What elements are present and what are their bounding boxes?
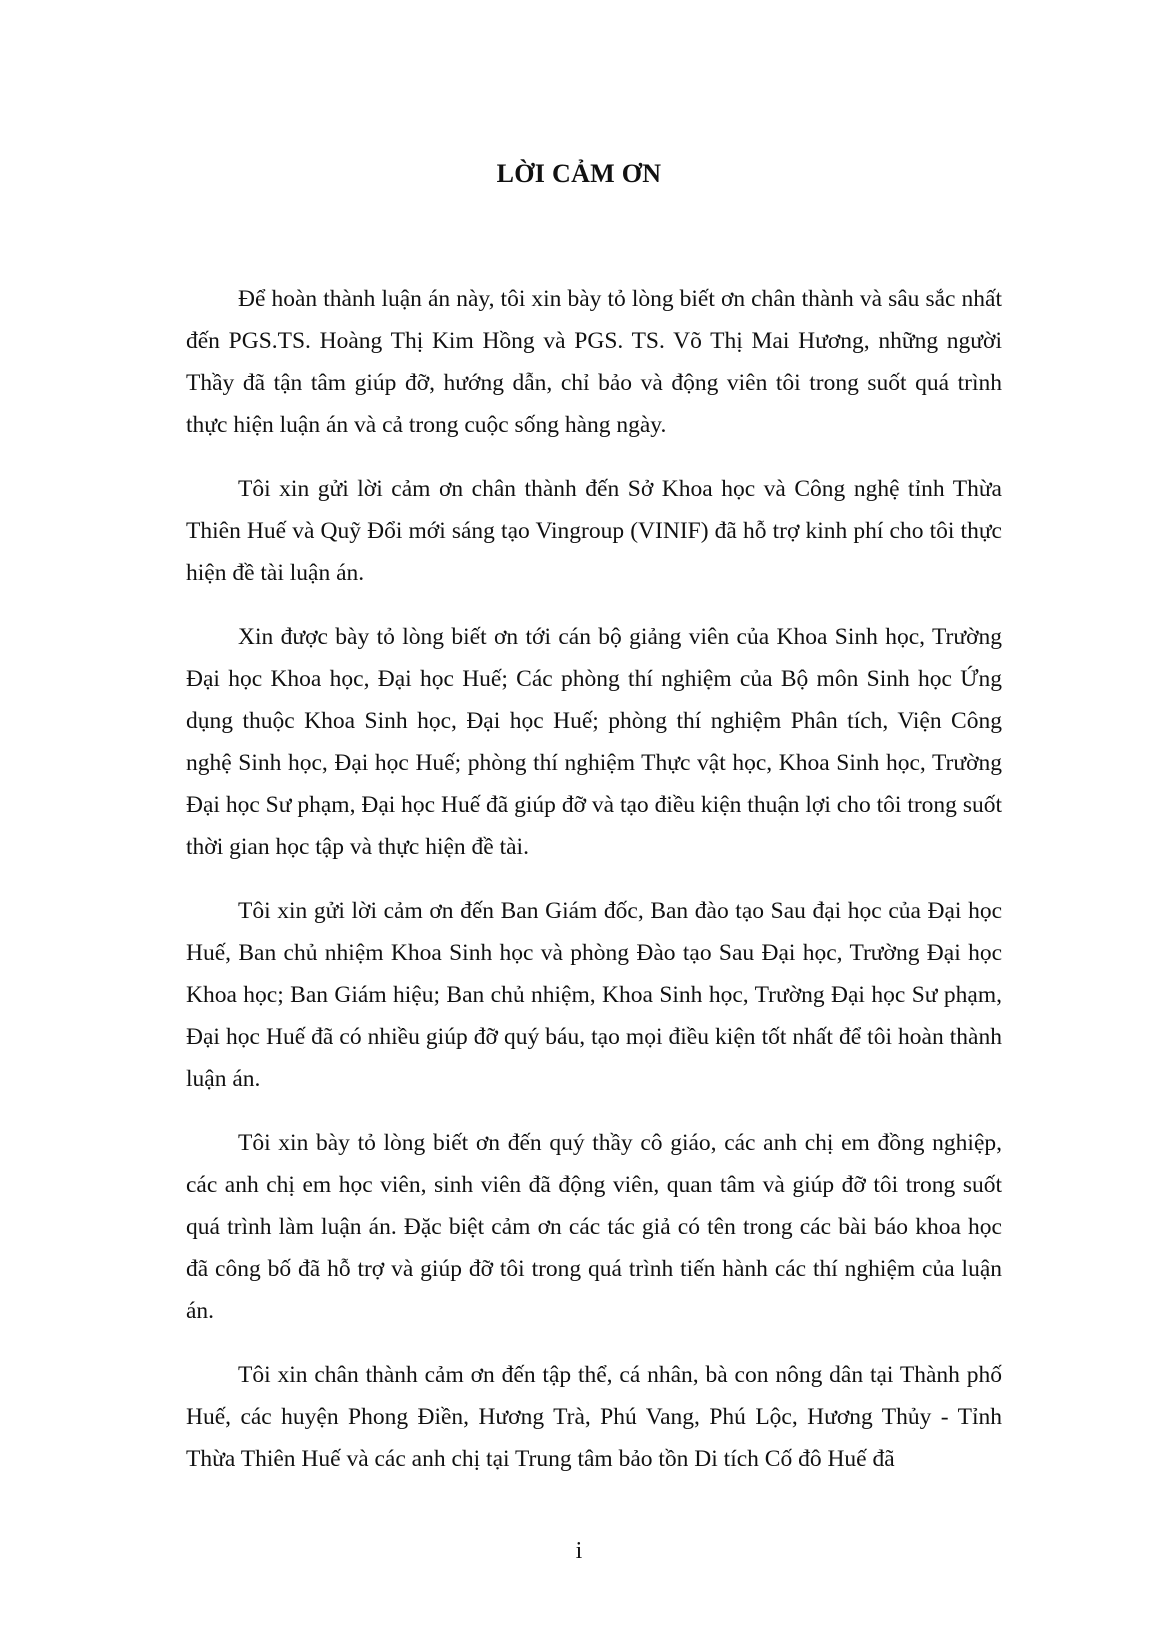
paragraph-3: Xin được bày tỏ lòng biết ơn tới cán bộ giảng viên của Khoa Sinh học, Trường Đại học Khoa học, Đại học Huế; Các phòng thí nghiệm của Bộ môn Sinh học Ứng dụng thuộc Khoa Sinh học, Đại học Huế; phòng thí nghiệm Phân tích, Viện Công nghệ Sinh học, Đại học Huế; phòng thí nghiệm Thực vật học, Khoa Sinh học, Trường Đại học Sư phạm, Đại học Huế đã giúp đỡ và tạo điều kiện thuận lợi cho tôi trong suốt thời gian học tập và thực hiện đề tài.	[186, 624, 1002, 860]
paragraph-4: Tôi xin gửi lời cảm ơn đến Ban Giám đốc, Ban đào tạo Sau đại học của Đại học Huế, Ban chủ nhiệm Khoa Sinh học và phòng Đào tạo Sau Đại học, Trường Đại học Khoa học; Ban Giám hiệu; Ban chủ nhiệm, Khoa Sinh học, Trường Đại học Sư phạm, Đại học Huế đã có nhiều giúp đỡ quý báu, tạo mọi điều kiện tốt nhất để tôi hoàn thành luận án.	[186, 898, 1002, 1092]
paragraph-5: Tôi xin bày tỏ lòng biết ơn đến quý thầy cô giáo, các anh chị em đồng nghiệp, các anh chị em học viên, sinh viên đã động viên, quan tâm và giúp đỡ tôi trong suốt quá trình làm luận án. Đặc biệt cảm ơn các tác giả có tên trong các bài báo khoa học đã công bố đã hỗ trợ và giúp đỡ tôi trong quá trình tiến hành các thí nghiệm của luận án.	[186, 1130, 1002, 1324]
document-body	[186, 278, 1002, 1502]
paragraph-6: Tôi xin chân thành cảm ơn đến tập thể, cá nhân, bà con nông dân tại Thành phố Huế, các huyện Phong Điền, Hương Trà, Phú Vang, Phú Lộc, Hương Thủy - Tỉnh Thừa Thiên Huế và các anh chị tại Trung tâm bảo tồn Di tích Cố đô Huế đã	[186, 1362, 1002, 1472]
page-number: i	[575, 1538, 583, 1564]
paragraph-1: Để hoàn thành luận án này, tôi xin bày tỏ lòng biết ơn chân thành và sâu sắc nhất đến PGS.TS. Hoàng Thị Kim Hồng và PGS. TS. Võ Thị Mai Hương, những người Thầy đã tận tâm giúp đỡ, hướng dẫn, chỉ bảo và động viên tôi trong suốt quá trình thực hiện luận án và cả trong cuộc sống hàng ngày.	[186, 286, 1002, 438]
paragraph-2: Tôi xin gửi lời cảm ơn chân thành đến Sở Khoa học và Công nghệ tỉnh Thừa Thiên Huế và Quỹ Đổi mới sáng tạo Vingroup (VINIF) đã hỗ trợ kinh phí cho tôi thực hiện đề tài luận án.	[186, 476, 1002, 586]
page-title: LỜI CẢM ƠN	[496, 159, 662, 188]
